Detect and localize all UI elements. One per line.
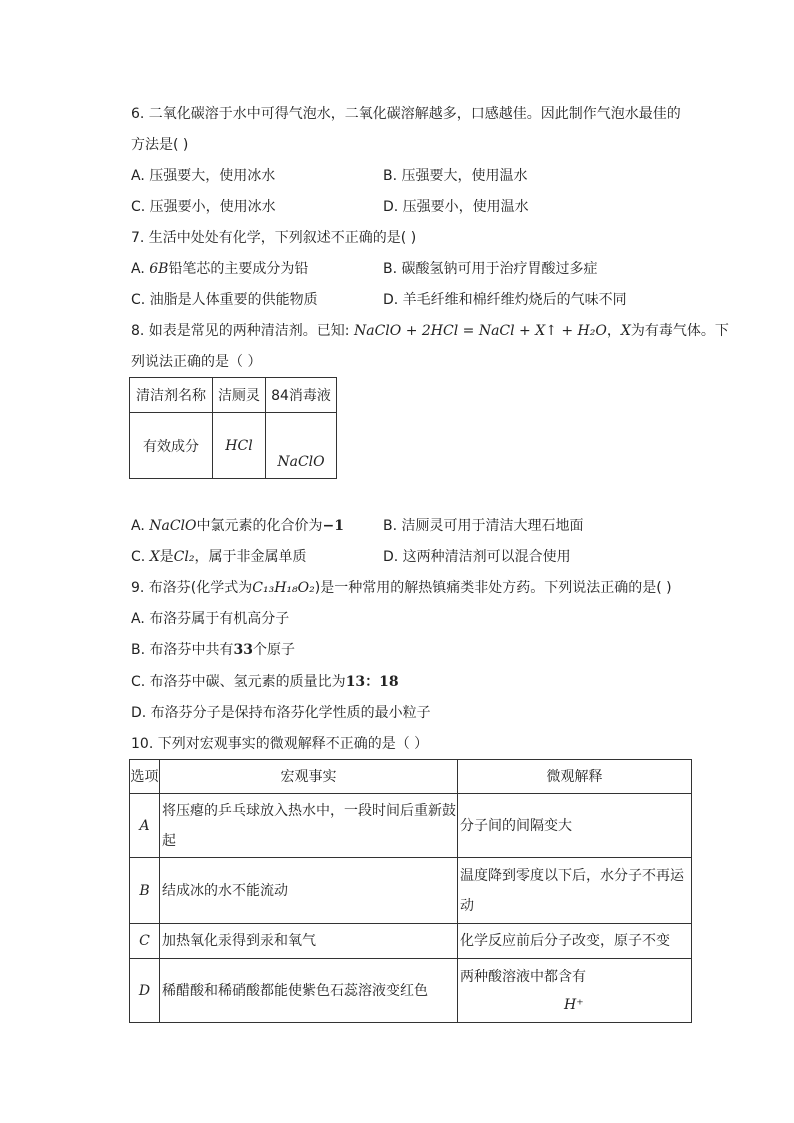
q9-option-c	[131, 672, 399, 692]
q6-stem-line1: 6. 二氧化碳溶于水中可得气泡水，二氧化碳溶解越多，口感越佳。因此制作气泡水最佳的	[131, 106, 681, 122]
q8-option-a-value: −1	[322, 518, 344, 534]
q6-option-b: B. 压强要大，使用温水	[383, 168, 528, 184]
q10-row-d-explanation-text: 两种酸溶液中都含有	[460, 968, 586, 985]
q8-table-header-jiecelin: 洁厕灵	[213, 378, 266, 413]
q7-option-d: D. 羊毛纤维和棉纤维灼烧后的气味不同	[383, 292, 627, 308]
q6-option-d: D. 压强要小，使用温水	[383, 199, 529, 215]
q8-stem-mid: ，	[606, 323, 621, 339]
q8-option-a-text: 中氯元素的化合价为	[196, 518, 323, 534]
q8-option-c-text1: 是	[159, 549, 174, 565]
q10-stem: 10. 下列对宏观事实的微观解释不正确的是（ ）	[131, 736, 429, 752]
q9-option-b-num: 33	[233, 642, 253, 658]
q10-row-a-option: A	[130, 794, 160, 858]
q6-stem-line2: 方法是( )	[131, 137, 189, 153]
q8-table-header-84: 84消毒液	[266, 378, 337, 413]
q10-row-b-fact: 结成冰的水不能流动	[160, 858, 458, 924]
q8-option-a-math: NaClO	[149, 518, 197, 534]
q8-equation: NaClO + 2HCl = NaCl + X↑ + H₂O	[353, 323, 607, 339]
q10-row-d-fact: 稀醋酸和稀硝酸都能使紫色石蕊溶液变红色	[160, 959, 458, 1023]
q8-option-d: D. 这两种清洁剂可以混合使用	[383, 549, 571, 565]
q8-table-row-label: 有效成分	[130, 413, 213, 479]
q10-row-d-explanation-ion: H⁺	[564, 996, 584, 1013]
q10-row-b-option: B	[130, 858, 160, 924]
table-row	[130, 858, 692, 924]
q7-option-a-prefix: A.	[131, 261, 150, 277]
q8-table-hcl: HCl	[213, 413, 266, 479]
q10-row-a-explanation: 分子间的间隔变大	[458, 794, 692, 858]
q10-row-d-option: D	[130, 959, 160, 1023]
q8-option-c-text2: ，属于非金属单质	[194, 549, 307, 565]
q8-stem-suffix: 为有毒气体。下	[630, 323, 729, 339]
q8-option-c-x: X	[149, 549, 160, 565]
q8-option-c-prefix: C.	[131, 549, 150, 565]
q8-table-header-name: 清洁剂名称	[130, 378, 213, 413]
q8-stem-line1	[131, 321, 729, 341]
q10-row-b-explanation: 温度降到零度以下后，水分子不再运动	[458, 858, 692, 924]
q9-stem-suffix: )是一种常用的解热镇痛类非处方药。下列说法正确的是( )	[314, 580, 672, 596]
q9-option-d: D. 布洛芬分子是保持布洛芬化学性质的最小粒子	[131, 705, 431, 721]
q9-option-c-num: 13：18	[345, 674, 399, 690]
q8-table	[129, 377, 337, 479]
q9-option-b-prefix: B. 布洛芬中共有	[131, 642, 234, 658]
table-row	[130, 959, 692, 1023]
q7-option-a	[131, 259, 308, 279]
q9-stem	[131, 578, 672, 598]
q8-option-c	[131, 547, 306, 567]
q9-option-b	[131, 640, 295, 660]
q8-stem-prefix: 8. 如表是常见的两种清洁剂。已知:	[131, 323, 354, 339]
q10-row-c-option: C	[130, 924, 160, 959]
q8-stem-line2: 列说法正确的是（ ）	[131, 354, 262, 370]
q8-option-c-cl2: Cl₂	[173, 549, 195, 565]
q7-option-b: B. 碳酸氢钠可用于治疗胃酸过多症	[383, 261, 598, 277]
q10-row-d-explanation	[458, 959, 692, 1023]
q10-row-a-fact: 将压瘪的乒乓球放入热水中，一段时间后重新鼓起	[160, 794, 458, 858]
q8-option-a-prefix: A.	[131, 518, 150, 534]
q8-stem-x: X	[620, 323, 631, 339]
q8-table-naclo: NaClO	[266, 413, 337, 479]
q8-option-a	[131, 516, 344, 536]
q7-option-c: C. 油脂是人体重要的供能物质	[131, 292, 318, 308]
q10-header-fact: 宏观事实	[160, 760, 458, 794]
q9-option-a: A. 布洛芬属于有机高分子	[131, 611, 290, 627]
q7-stem: 7. 生活中处处有化学，下列叙述不正确的是( )	[131, 230, 417, 246]
q9-stem-prefix: 9. 布洛芬(化学式为	[131, 580, 253, 596]
q10-header-explanation: 微观解释	[458, 760, 692, 794]
q10-row-c-explanation: 化学反应前后分子改变，原子不变	[458, 924, 692, 959]
q10-header-option: 选项	[130, 760, 160, 794]
q8-option-b: B. 洁厕灵可用于清洁大理石地面	[383, 518, 584, 534]
q7-option-a-math: 6B	[149, 261, 169, 277]
q9-option-c-prefix: C. 布洛芬中碳、氢元素的质量比为	[131, 674, 346, 690]
table-row	[130, 794, 692, 858]
q9-formula: C₁₃H₁₈O₂	[252, 580, 315, 596]
q7-option-a-text: 铅笔芯的主要成分为铅	[168, 261, 309, 277]
q10-table	[129, 759, 692, 1023]
q6-option-c: C. 压强要小，使用冰水	[131, 199, 276, 215]
table-row	[130, 924, 692, 959]
q10-row-c-fact: 加热氧化汞得到汞和氧气	[160, 924, 458, 959]
q9-option-b-suffix: 个原子	[253, 642, 295, 658]
q6-option-a: A. 压强要大，使用冰水	[131, 168, 276, 184]
